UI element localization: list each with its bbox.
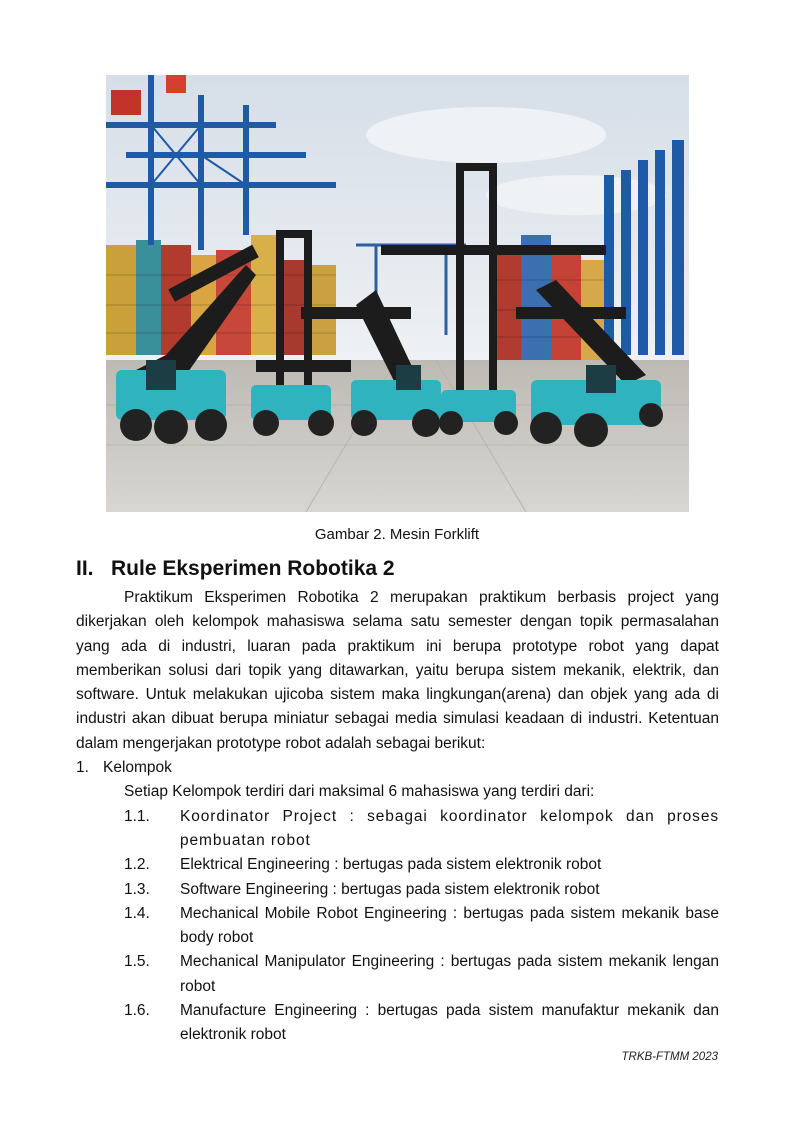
list-item-number: 1.5. [124,953,150,971]
body-paragraph: Praktikum Eksperimen Robotika 2 merupakan praktikum berbasis project yang dikerjakan oleh kelompok mahasiswa selama satu semester dengan topik permasalahan yang ada di industri, luaran pada praktikum ini berupa prototype robot yang dapat memberikan solusi dari topik yang ditawarkan, yaitu berupa sistem mekanik, elektrik, dan software. Untuk melakukan ujicoba sistem maka lingkungan(arena) dan objek yang ada di industri akan dibuat berupa miniatur sebagai media simulasi keadaan di industri. Ketentuan dalam mengerjakan prototype robot adalah sebagai berikut: [76,589,719,752]
list-heading [76,756,719,780]
forklift-photo [106,75,689,512]
document-body [76,586,719,1048]
list-item [76,950,719,999]
list-item-number: 1.1. [124,807,150,825]
section-title: Rule Eksperimen Robotika 2 [111,557,395,580]
list-item-text: Koordinator Project : sebagai koordinator kelompok dan proses pembuatan robot [180,807,719,849]
list-item-text: Elektrical Engineering : bertugas pada sistem elektronik robot [180,856,602,874]
list-item-number: 1.3. [124,880,150,898]
list-item-text: Manufacture Engineering : bertugas pada sistem manufaktur mekanik dan elektronik robot [180,1002,719,1044]
list-item-text: Mechanical Mobile Robot Engineering : bertugas pada sistem mekanik base body robot [180,904,719,947]
list-title: Kelompok [103,759,172,777]
page-footer: TRKB-FTMM 2023 [621,1051,718,1063]
list-intro: Setiap Kelompok terdiri dari maksimal 6 mahasiswa yang terdiri dari: [124,783,595,801]
list-item-number: 1.2. [124,856,150,874]
list-item [76,853,719,877]
figure-caption: Gambar 2. Mesin Forklift [314,526,480,543]
list-item [76,805,719,854]
list-item [76,999,719,1048]
list-item-number: 1.4. [124,904,150,922]
list-number: 1. [76,759,89,777]
forklift-illustration [106,75,689,512]
list-item [76,878,719,902]
list-item [76,902,719,951]
section-number: II. [76,557,94,580]
list-item-text: Mechanical Manipulator Engineering : bertugas pada sistem mekanik lengan robot [180,953,719,995]
list-item-number: 1.6. [124,1002,150,1020]
list-item-text: Software Engineering : bertugas pada sistem elektronik robot [180,880,600,898]
section-heading [76,556,395,582]
